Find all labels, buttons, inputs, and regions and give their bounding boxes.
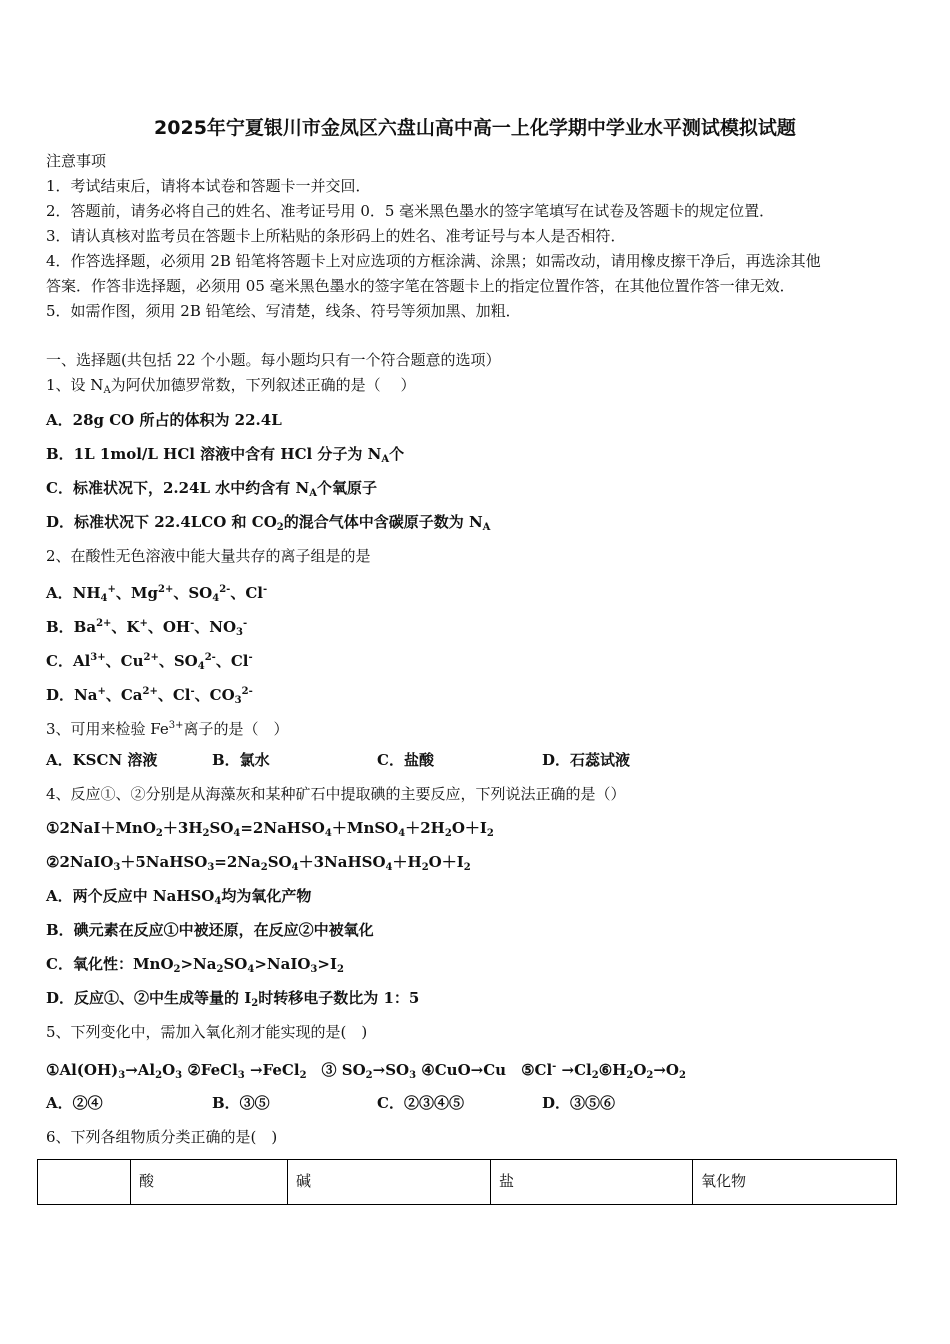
reaction-1 [46,818,494,844]
question-1-stem [46,375,415,401]
q2-c-sup: - [248,652,253,663]
table-header-row [38,1160,897,1205]
r2-part: ＋5NaHSO [120,853,208,871]
q4-c-part: >Na [180,955,217,973]
q1-b-text-2: 个 [389,445,405,463]
q1-b-sub: A [381,454,390,465]
r1-part: O＋I [451,819,487,837]
table-header-cell [38,1160,131,1205]
question-1-option-b[interactable] [46,444,404,470]
q4-d-sub: 2 [251,998,259,1009]
r2-part: ②2NaIO [46,853,114,871]
q4-c-sub: 2 [336,964,344,975]
q1-stem-text-2: 为阿伏加德罗常数，下列叙述正确的是（ ） [110,376,416,394]
question-4-option-b[interactable]: B．碘元素在反应①中被还原，在反应②中被氧化 [46,921,374,939]
q5-sub: 2 [591,1070,599,1081]
q1-c-sub: A [309,488,317,499]
notice-item: 1．考试结束后，请将本试卷和答题卡一并交回． [46,177,371,195]
question-6-stem: 6、下列各组物质分类正确的是( ) [46,1128,278,1146]
q2-d-sup: - [190,686,195,697]
page-title: 2025年宁夏银川市金凤区六盘山高中高一上化学期中学业水平测试模拟试题 [154,117,796,139]
q5-part: →SO [372,1061,410,1079]
r1-part: ＋2H [405,819,445,837]
q2-a-part: A．NH [46,584,101,602]
question-2-option-b[interactable] [46,614,247,643]
r2-part: O＋I [428,853,464,871]
r1-part: =2NaHSO [240,819,325,837]
r2-part: ＋3NaHSO [298,853,386,871]
q1-d-text: D．标准状况下 22.4LCO 和 CO [46,513,277,531]
q1-stem-text: 1、设 N [46,376,104,394]
q5-sub: 2 [679,1070,686,1081]
notice-item: 3．请认真核对监考员在答题卡上所粘贴的条形码上的姓名、准考证号与本人是否相符． [46,227,626,245]
q5-part: →Cl [556,1061,592,1079]
q2-b-part: B．Ba [46,618,97,636]
q5-sub: 2 [646,1070,654,1081]
r1-sub: 4 [324,828,332,839]
q2-a-sup: 2- [219,584,231,595]
r1-sub: 4 [398,828,406,839]
q5-part: ②FeCl [182,1061,238,1079]
q3-stem-text: 3、可用来检验 Fe [46,720,169,738]
q1-d-sub: 2 [276,522,284,533]
classification-table [37,1159,897,1205]
q2-b-part: 、OH [147,618,191,636]
r2-sub: 4 [385,862,393,873]
table-header-cell: 碱 [288,1160,491,1205]
r1-sub: 2 [202,828,210,839]
q2-b-sup: + [139,618,148,629]
q4-c-part: SO [223,955,248,973]
r1-part: SO [209,819,234,837]
q2-a-sup: - [262,584,268,595]
q4-c-sub: 2 [173,964,181,975]
r2-part: SO [267,853,292,871]
q5-sub: 3 [175,1070,183,1081]
q2-b-sup: - [243,618,248,629]
q2-a-sub: 4 [212,593,220,604]
q2-b-part: 、K [111,618,140,636]
q5-part: →O [653,1061,679,1079]
q4-a-sub: 4 [214,896,222,907]
q4-c-part: >I [317,955,337,973]
q2-d-sup: 2+ [142,686,158,697]
question-5-option-d[interactable]: D．③⑤⑥ [542,1094,616,1112]
q5-sup: - [552,1061,557,1072]
q2-c-sup: 2- [204,652,216,663]
q2-d-part: 、Cl [157,686,191,704]
r2-sub: 3 [207,862,215,873]
q5-part: →FeCl [244,1061,300,1079]
question-2-option-a[interactable] [46,580,267,609]
q5-part: ①Al(OH) [46,1061,119,1079]
q5-sub: 2 [626,1070,634,1081]
reaction-2 [46,852,471,878]
question-5-changes [46,1057,686,1086]
q4-c-sub: 4 [247,964,255,975]
q2-a-sup: + [107,584,116,595]
q2-d-part: D．Na [46,686,98,704]
question-4-option-d[interactable] [46,988,419,1014]
q2-c-sup: 2+ [143,652,159,663]
question-4-option-a[interactable] [46,886,311,912]
r1-part: ＋3H [162,819,203,837]
q5-part: O [162,1061,176,1079]
q2-c-sup: 3+ [90,652,106,663]
q1-d-sub-2: A [482,522,491,533]
q5-sub: 2 [365,1070,373,1081]
q4-c-sub: 2 [216,964,224,975]
question-1-option-c[interactable] [46,478,377,504]
q4-d-part: D．反应①、②中生成等量的 I [46,989,252,1007]
table-header-cell: 盐 [491,1160,693,1205]
question-3-option-a[interactable]: A．KSCN 溶液 [46,751,158,769]
r1-sub: 2 [155,828,163,839]
question-3-option-d[interactable]: D．石蕊试液 [542,751,631,769]
q4-c-part: C．氧化性：MnO [46,955,174,973]
question-1-option-a[interactable]: A．28g CO 所占的体积为 22.4L [46,411,282,429]
q4-c-sub: 3 [310,964,318,975]
question-4-option-c[interactable] [46,954,344,980]
q2-c-part: 、SO [158,652,198,670]
q5-part: O [633,1061,647,1079]
r1-part: ＋MnSO [331,819,399,837]
q5-part: ③ SO [306,1061,366,1079]
question-5-stem: 5、下列变化中，需加入氧化剂才能实现的是( ) [46,1023,368,1041]
q5-sub: 3 [118,1070,126,1081]
notice-heading: 注意事项 [46,152,107,170]
q2-b-sup: 2+ [96,618,112,629]
r2-sub: 4 [291,862,299,873]
q1-b-text: B．1L 1mol/L HCl 溶液中含有 HCl 分子为 N [46,445,382,463]
q2-a-sup: 2+ [157,584,174,595]
q5-sub: 2 [155,1070,163,1081]
r2-sub: 2 [463,862,471,873]
r1-part: ①2NaI＋MnO [46,819,156,837]
q2-a-sub: 4 [100,593,108,604]
question-3-option-b[interactable]: B．氯水 [212,751,270,769]
q4-c-part: >NaIO [254,955,311,973]
question-5-option-c[interactable]: C．②③④⑤ [377,1094,464,1112]
table-header-cell: 酸 [131,1160,288,1205]
q5-part: →Al [125,1061,156,1079]
r2-part: ＋H [392,853,422,871]
q5-sub: 2 [299,1070,307,1081]
r2-part: =2Na [214,853,261,871]
q2-a-part: 、SO [173,584,213,602]
q2-c-part: 、Cu [105,652,144,670]
notice-item: 5．如需作图，须用 2B 铅笔绘、写清楚，线条、符号等须加黑、加粗． [46,302,521,320]
question-1-option-d[interactable] [46,512,490,538]
q5-part: ⑥H [598,1061,627,1079]
q1-d-text-2: 的混合气体中含碳原子数为 N [283,513,483,531]
question-2-option-c[interactable] [46,648,253,677]
q2-a-part: 、Mg [115,584,158,602]
q2-b-part: 、NO [194,618,237,636]
q2-d-sup: 2- [241,686,253,697]
r2-sub: 3 [113,862,121,873]
notice-item: 2．答题前，请务必将自己的姓名、准考证号用 0．5 毫米黑色墨水的签字笔填写在试卷及答题卡的规定位置． [46,202,775,220]
q2-d-part: 、Ca [105,686,143,704]
q2-b-sub: 3 [236,627,244,638]
section-heading: 一、选择题(共包括 22 个小题。每小题均只有一个符合题意的选项） [46,351,501,369]
question-5-option-a[interactable]: A．②④ [46,1094,103,1112]
q4-d-part: 时转移电子数比为 1：5 [258,989,420,1007]
q2-a-part: 、Cl [230,584,263,602]
q5-sub: 3 [409,1070,417,1081]
q2-c-sub: 4 [197,661,205,672]
q2-d-sub: 3 [234,695,242,706]
r2-sub: 2 [421,862,429,873]
q5-sub: 3 [237,1070,245,1081]
r2-sub: 2 [260,862,268,873]
r1-sub: 2 [444,828,452,839]
question-3-option-c[interactable]: C．盐酸 [377,751,434,769]
question-2-option-d[interactable] [46,682,253,711]
q1-stem-sub: A [103,385,111,396]
q1-c-text-2: 个氧原子 [316,479,377,497]
q2-c-part: C．Al [46,652,91,670]
r1-sub: 2 [486,828,494,839]
q1-c-text: C．标准状况下，2.24L 水中约含有 N [46,479,310,497]
q4-a-part: 均为氧化产物 [221,887,312,905]
q2-d-part: 、CO [194,686,235,704]
notice-item: 答案．作答非选择题，必须用 05 毫米黑色墨水的签字笔在答题卡上的指定位置作答，在其他位置作答一律无效． [46,277,795,295]
q2-d-sup: + [97,686,106,697]
question-2-stem: 2、在酸性无色溶液中能大量共存的离子组是的是 [46,547,371,565]
question-3-stem [46,716,289,739]
q3-stem-text-2: 离子的是（ ） [183,720,289,738]
question-4-stem: 4、反应①、②分别是从海藻灰和某种矿石中提取碘的主要反应，下列说法正确的是（） [46,785,626,803]
q4-a-part: A．两个反应中 NaHSO [46,887,215,905]
q3-stem-sup: 3+ [168,720,184,731]
q5-part: ④CuO→Cu ⑤Cl [416,1061,553,1079]
r1-sub: 4 [233,828,241,839]
notice-item: 4．作答选择题，必须用 2B 铅笔将答题卡上对应选项的方框涂满、涂黑；如需改动，请用橡皮擦干净后，再选涂其他 [46,252,821,270]
table-header-cell: 氧化物 [693,1160,897,1205]
q2-c-part: 、Cl [215,652,249,670]
question-5-option-b[interactable]: B．③⑤ [212,1094,270,1112]
q2-b-sup: - [190,618,195,629]
